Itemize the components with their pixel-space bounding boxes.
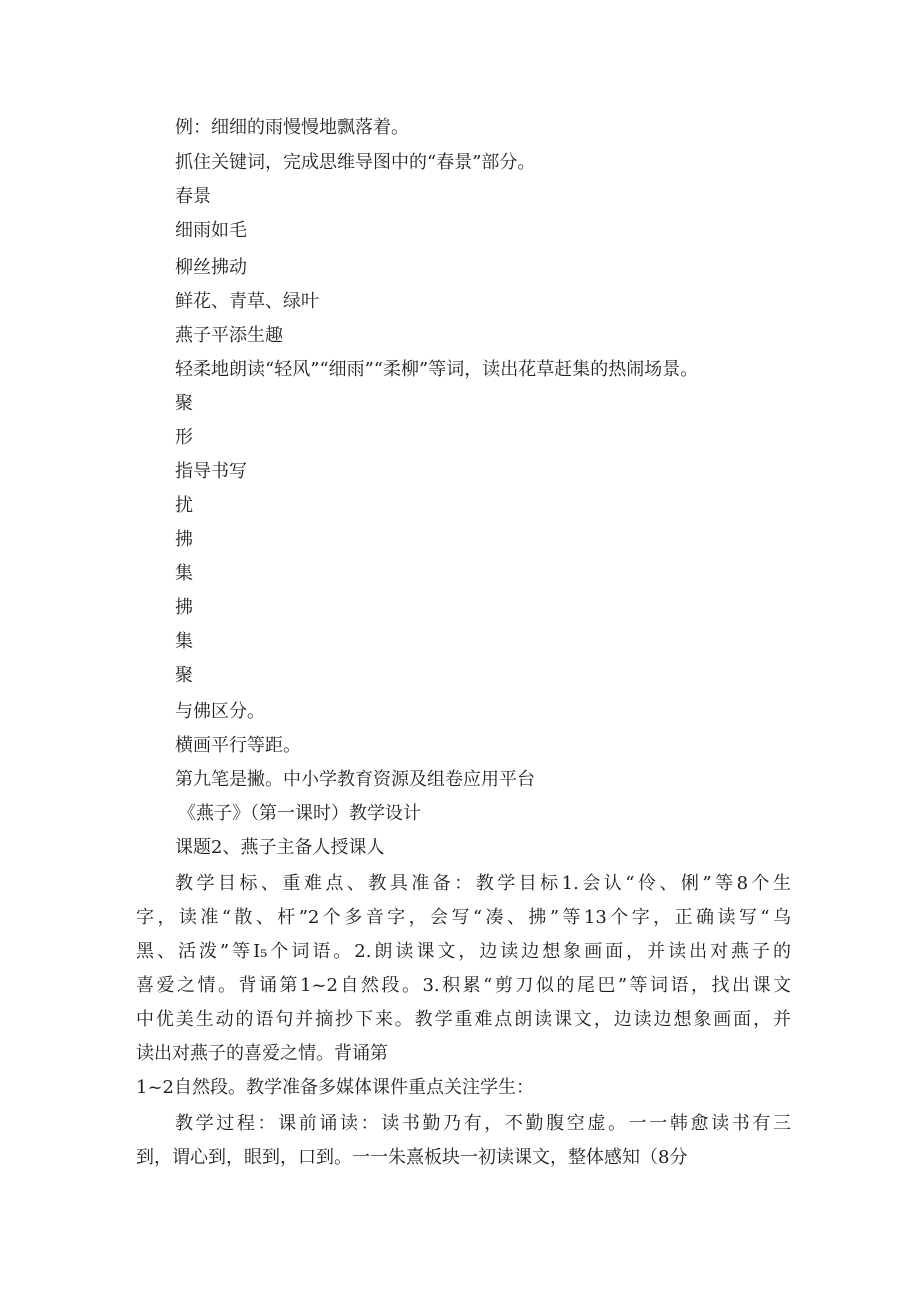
paragraph-line: 教学目标、重难点、教具准备：教学目标1.会认“伶、俐”等8个生 — [175, 873, 791, 894]
text-line: 集 — [175, 631, 193, 652]
paragraph-line: 字，读准“散、杆”2个多音字，会写“凑、拂”等13个字，正确读写“乌 — [136, 907, 791, 928]
text-line: 拂 — [175, 529, 193, 550]
paragraph-line: 中优美生动的语句并摘抄下来。教学重难点朗读课文，边读边想象画面，并 — [136, 1009, 791, 1030]
text-line: 集 — [175, 563, 193, 584]
text-line: 燕子平添生趣 — [175, 325, 283, 346]
text-line: 例：细细的雨慢慢地飘落着。 — [175, 117, 409, 138]
text-line: 第九笔是撇。中小学教育资源及组卷应用平台 — [175, 769, 535, 790]
paragraph-line: 读出对燕子的喜爱之情。背诵第 — [136, 1043, 388, 1064]
text-line: 扰 — [175, 495, 193, 516]
paragraph-line: 黑、活泼”等I₅个词语。2.朗读课文，边读边想象画面，并读出对燕子的 — [136, 941, 791, 962]
text-line: 轻柔地朗读“轻风”“细雨”“柔柳”等词，读出花草赶集的热闹场景。 — [175, 359, 699, 380]
text-line: 形 — [175, 427, 193, 448]
text-line: 指导书写 — [175, 461, 247, 482]
text-line: 课题2、燕子主备人授课人 — [175, 837, 385, 858]
paragraph-line: 到，谓心到，眼到，口到。一一朱熹板块一初读课文，整体感知（8分 — [136, 1147, 688, 1168]
text-line: 抓住关键词，完成思维导图中的“春景”部分。 — [175, 152, 536, 173]
text-line: 与佛区分。 — [175, 701, 265, 722]
text-line: 柳丝拂动 — [175, 257, 247, 278]
paragraph-line: 教学过程：课前诵读：读书勤乃有，不勤腹空虚。一一韩愈读书有三 — [175, 1113, 791, 1134]
text-line: 鲜花、青草、绿叶 — [175, 291, 319, 312]
text-line: 春景 — [175, 186, 211, 207]
text-line: 横画平行等距。 — [175, 735, 301, 756]
paragraph-line: 1~2自然段。教学准备多媒体课件重点关注学生： — [136, 1077, 534, 1098]
text-line: 聚 — [175, 665, 193, 686]
paragraph-line: 喜爱之情。背诵第1~2自然段。3.积累“剪刀似的尾巴”等词语，找出课文 — [136, 975, 791, 996]
text-line: 聚 — [175, 393, 193, 414]
text-line: 拂 — [175, 597, 193, 618]
text-line: 细雨如毛 — [175, 220, 247, 241]
document-title: 《燕子》（第一课时）教学设计 — [178, 803, 421, 824]
